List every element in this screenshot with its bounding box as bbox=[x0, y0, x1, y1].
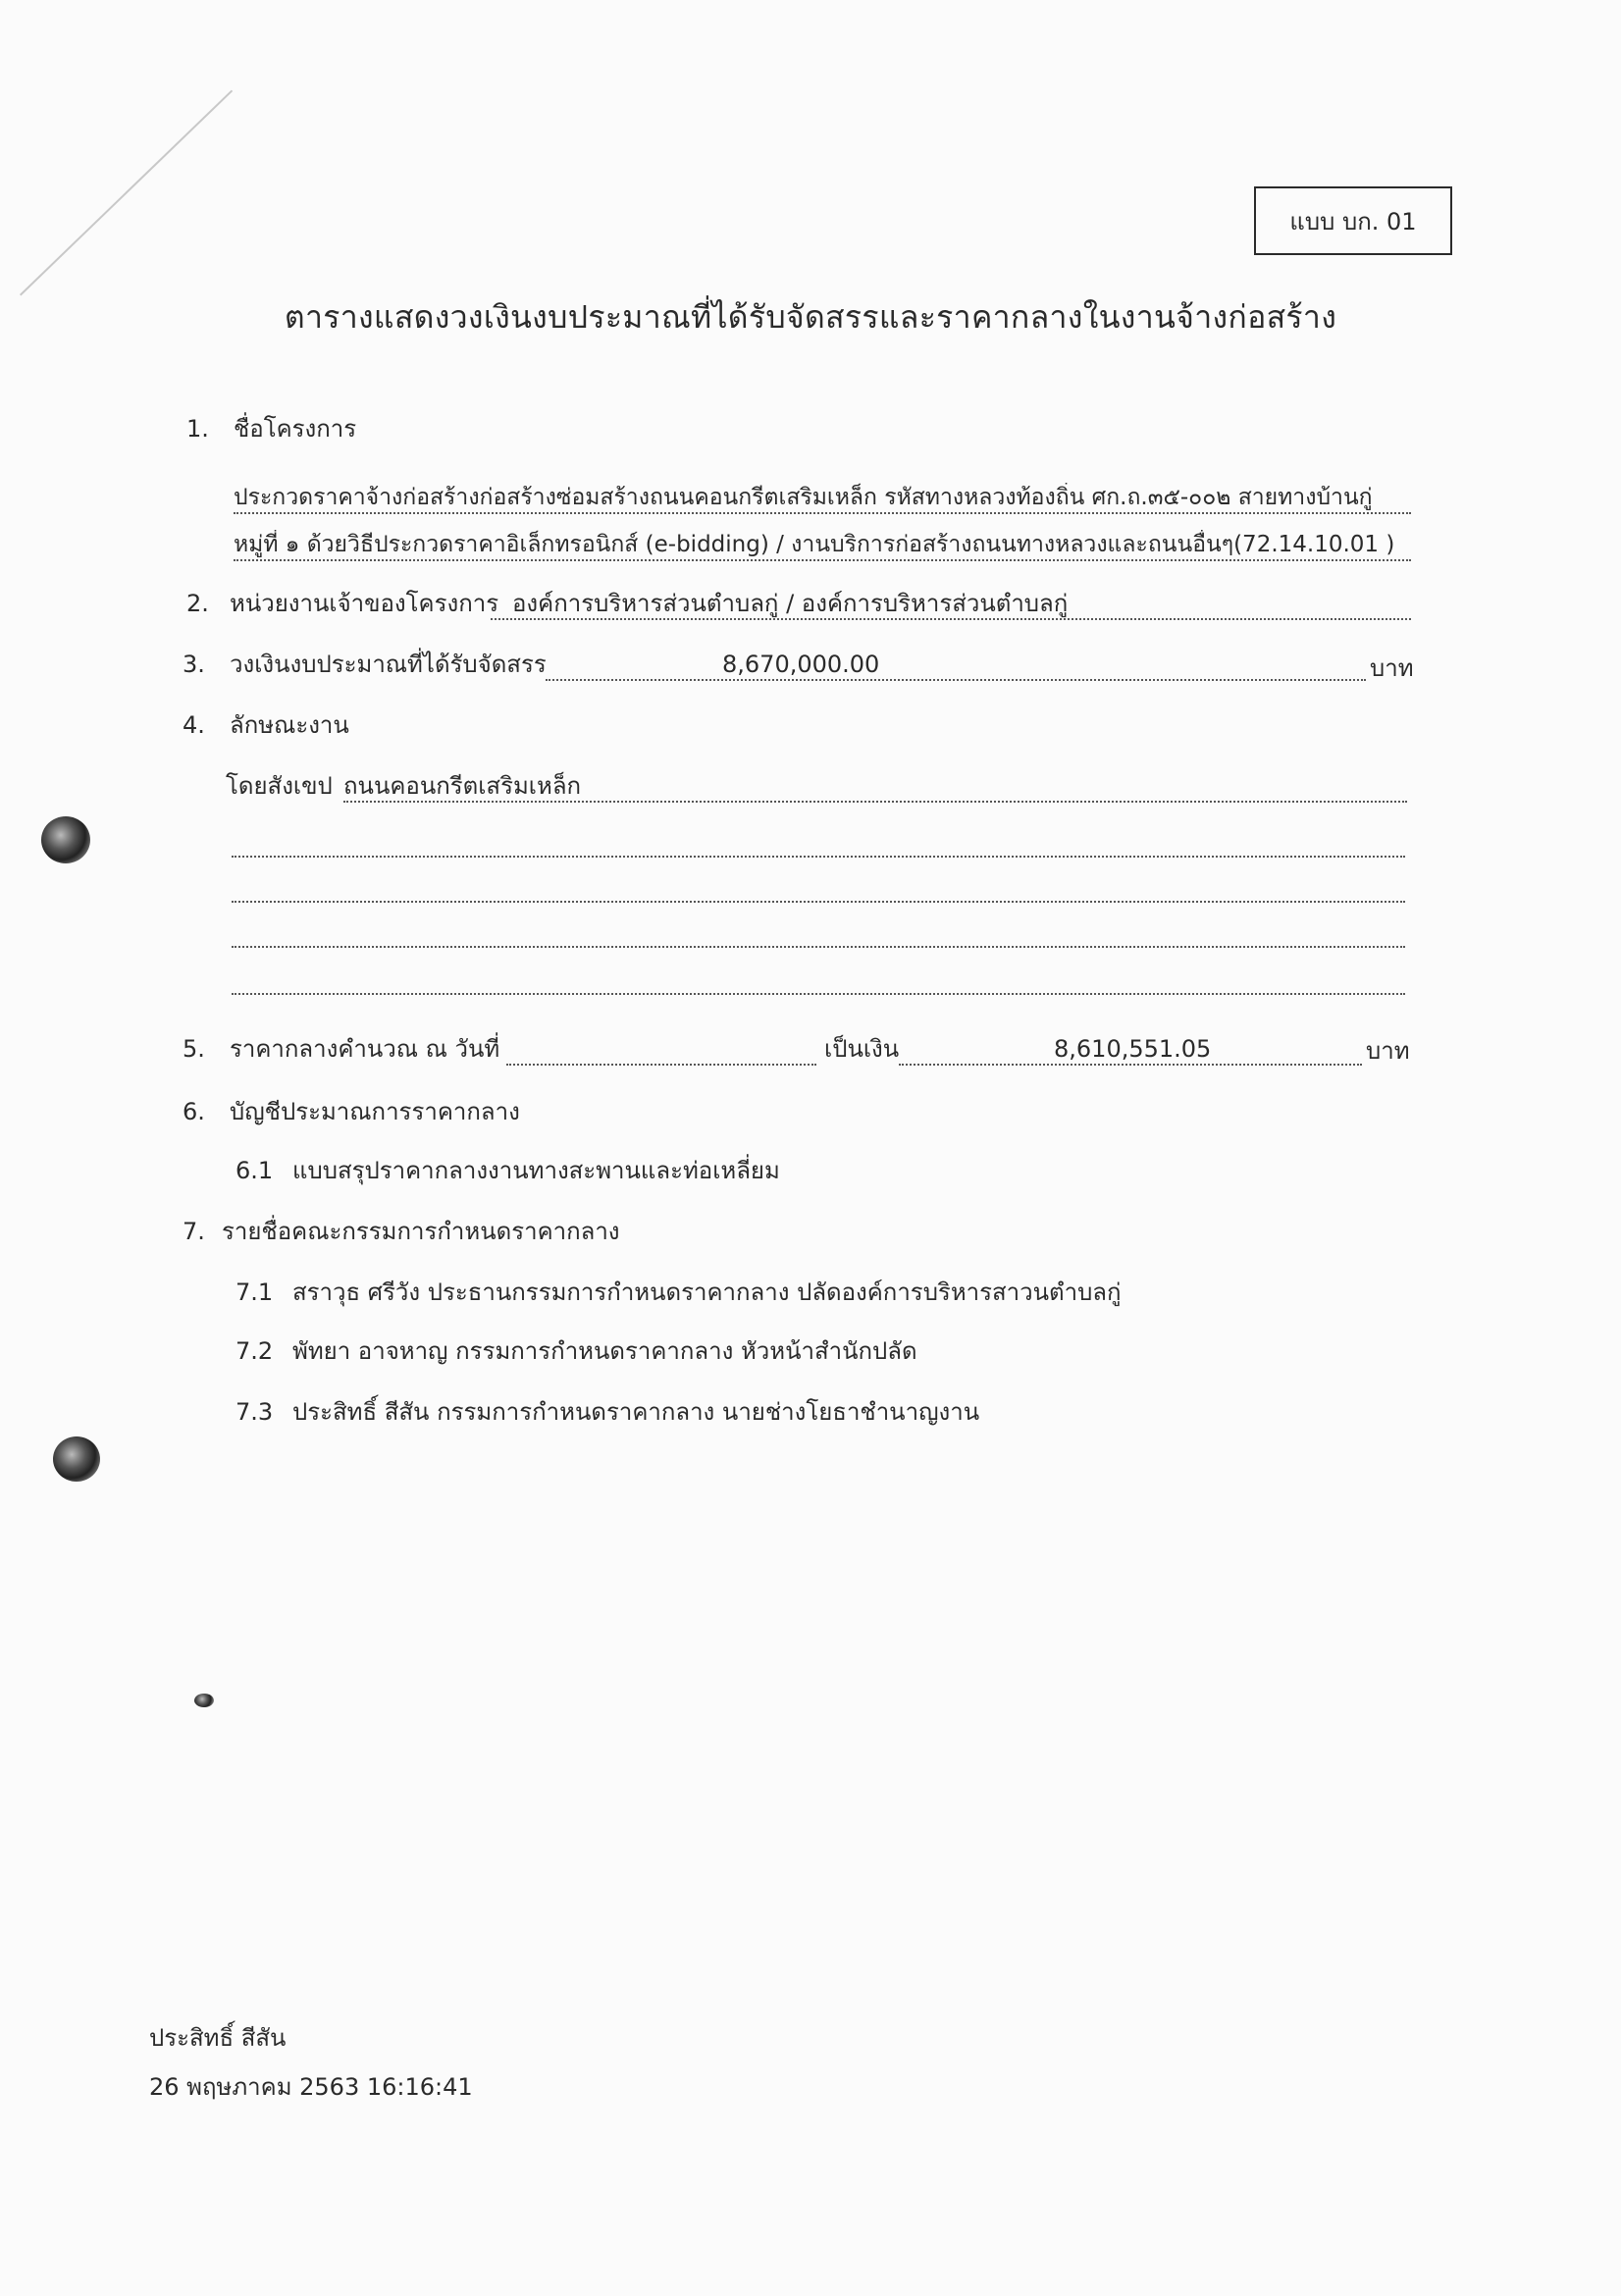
work-summary-value: ถนนคอนกรีตเสริมเหล็ก bbox=[343, 772, 582, 800]
work-summary-blank-line-2 bbox=[232, 871, 1405, 903]
work-summary-field bbox=[343, 771, 1407, 803]
section-7-label: รายชื่อคณะกรรมการกำหนดราคากลาง bbox=[222, 1218, 620, 1245]
median-price-date-field bbox=[506, 1034, 816, 1066]
form-code-box bbox=[1254, 186, 1452, 255]
section-5-label: ราคากลางคำนวณ ณ วันที่ bbox=[230, 1035, 500, 1063]
item-7-1-text: สราวุธ ศรีวัง ประธานกรรมการกำหนดราคากลาง ปลัดองค์การบริหารสาวนตำบลกู่ bbox=[292, 1278, 1122, 1306]
section-7-number: 7. bbox=[183, 1218, 205, 1245]
work-summary-blank-line-1 bbox=[232, 826, 1405, 858]
section-6-number: 6. bbox=[183, 1098, 205, 1125]
section-1-number: 1. bbox=[186, 415, 209, 443]
median-price-amount-field bbox=[899, 1034, 1362, 1066]
median-price-unit: บาท bbox=[1366, 1037, 1410, 1065]
work-summary-blank-line-4 bbox=[232, 964, 1405, 995]
budget-value: 8,670,000.00 bbox=[722, 651, 880, 678]
section-6-label: บัญชีประมาณการราคากลาง bbox=[230, 1098, 520, 1125]
form-code: แบบ บก. 01 bbox=[1289, 207, 1417, 235]
section-2-number: 2. bbox=[186, 590, 209, 617]
project-owner-value: องค์การบริหารส่วนตำบลกู่ / องค์การบริหารส่วนตำบลกู่ bbox=[512, 590, 1069, 617]
project-name-line-2: หมู่ที่ ๑ ด้วยวิธีประกวดราคาอิเล็กทรอนิกส์ (e-bidding) / งานบริการก่อสร้างถนนทางหลวงและถนนอื่นๆ(72.14.10.01 ) bbox=[234, 530, 1411, 561]
item-6-1-number: 6.1 bbox=[235, 1157, 274, 1184]
section-1-label: ชื่อโครงการ bbox=[234, 415, 357, 443]
item-7-3-text: ประสิทธิ์ สีสัน กรรมการกำหนดราคากลาง นายช่างโยธาชำนาญงาน bbox=[292, 1398, 980, 1426]
work-summary-blank-line-3 bbox=[232, 916, 1405, 948]
budget-unit: บาท bbox=[1370, 654, 1414, 682]
footer-timestamp: 26 พฤษภาคม 2563 16:16:41 bbox=[149, 2073, 473, 2101]
item-7-1-number: 7.1 bbox=[235, 1278, 274, 1306]
section-3-label: วงเงินงบประมาณที่ได้รับจัดสรร bbox=[230, 651, 547, 678]
median-price-amount-value: 8,610,551.05 bbox=[1054, 1035, 1212, 1063]
document-title: ตารางแสดงวงเงินงบประมาณที่ได้รับจัดสรรและราคากลางในงานจ้างก่อสร้าง bbox=[284, 298, 1337, 336]
punch-hole-top bbox=[41, 816, 90, 863]
punch-hole-bottom bbox=[53, 1436, 100, 1482]
work-summary-label: โดยสังเขป bbox=[226, 772, 333, 800]
section-5-number: 5. bbox=[183, 1035, 205, 1063]
item-7-2-number: 7.2 bbox=[235, 1337, 274, 1365]
speck-mark bbox=[194, 1694, 214, 1707]
section-2-label: หน่วยงานเจ้าของโครงการ bbox=[230, 590, 499, 617]
budget-field bbox=[546, 650, 1366, 681]
project-owner-field bbox=[491, 589, 1411, 620]
scan-edge-line bbox=[20, 90, 233, 296]
project-name-line-1: ประกวดราคาจ้างก่อสร้างก่อสร้างซ่อมสร้างถนนคอนกรีตเสริมเหล็ก รหัสทางหลวงท้องถิ่น ศก.ถ.๓๕-๐๐๒ สายทางบ้านกู่ bbox=[234, 483, 1411, 514]
item-7-2-text: พัทยา อาจหาญ กรรมการกำหนดราคากลาง หัวหน้าสำนักปลัด bbox=[292, 1337, 917, 1365]
item-6-1-text: แบบสรุปราคากลางงานทางสะพานและท่อเหลี่ยม bbox=[292, 1157, 780, 1184]
item-7-3-number: 7.3 bbox=[235, 1398, 274, 1426]
section-3-number: 3. bbox=[183, 651, 205, 678]
section-4-label: ลักษณะงาน bbox=[230, 711, 349, 739]
footer-name: ประสิทธิ์ สีสัน bbox=[149, 2024, 287, 2052]
median-price-amount-label: เป็นเงิน bbox=[824, 1035, 900, 1063]
section-4-number: 4. bbox=[183, 711, 205, 739]
